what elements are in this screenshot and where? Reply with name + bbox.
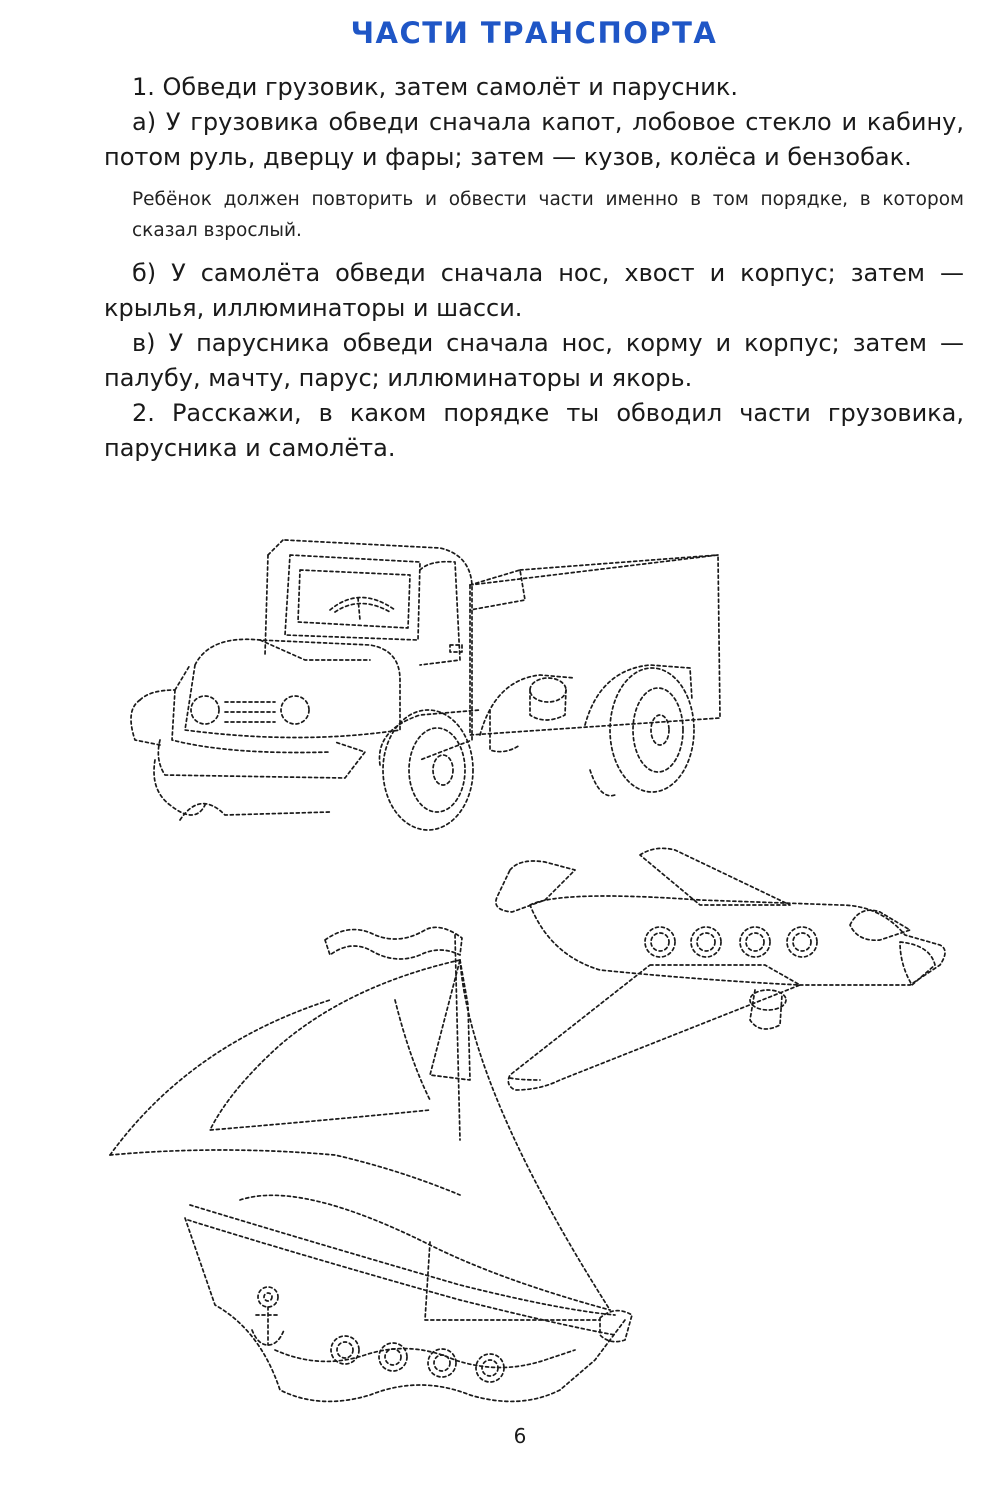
adult-note: Ребёнок должен повторить и обвести части именно в том порядке, в котором сказал взрослый. — [132, 189, 964, 241]
page-number: 6 — [513, 1424, 527, 1448]
sailboat-drawing — [110, 927, 632, 1401]
airplane-drawing — [496, 848, 945, 1090]
task2-instruction: 2. Расскажи, в каком порядке ты обводил части грузовика, парусника и самолёта. — [104, 399, 964, 462]
task1-intro: 1. Обведи грузовик, затем самолёт и парусник. — [132, 73, 738, 101]
task1-sailboat-instruction: в) У парусника обведи сначала нос, корму и корпус; затем — палубу, мачту, парус; иллюминаторы и якорь. — [104, 329, 964, 392]
page-title: ЧАСТИ ТРАНСПОРТА — [350, 16, 718, 50]
truck-drawing — [131, 540, 720, 830]
task1-airplane-instruction: б) У самолёта обведи сначала нос, хвост и корпус; затем — крылья, иллюминаторы и шасси. — [104, 259, 964, 322]
task1-truck-instruction: а) У грузовика обведи сначала капот, лобовое стекло и кабину, потом руль, дверцу и фары; затем — кузов, колёса и бензобак. — [104, 108, 964, 171]
